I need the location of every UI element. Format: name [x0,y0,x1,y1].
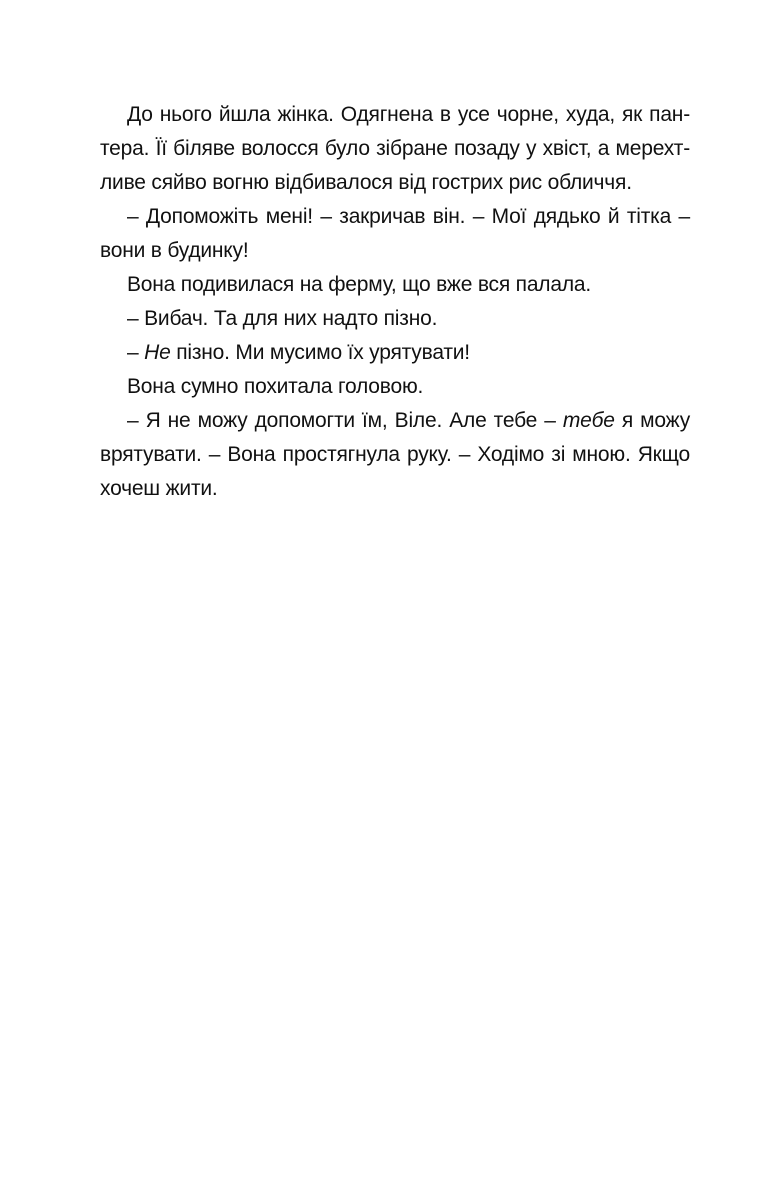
emphasis-text: тебе [562,409,615,432]
text-line [100,404,690,438]
paragraph-not-late [100,336,690,370]
text-line: – Допоможіть мені! – закричав він. – Мої дядько й тітка – [127,205,690,228]
text-fragment: я можу [614,409,690,432]
paragraph-looked-at-farm [100,268,690,302]
paragraph-shook-head [100,370,690,404]
text-line: вони в будинку! [100,239,249,262]
text-fragment: – Я не можу допомогти їм, Віле. Але тебе – [127,409,563,432]
text-line: – Вибач. Та для них надто пізно. [127,307,438,330]
text-fragment: – [127,341,145,364]
paragraph-come-with-me [100,404,690,506]
text-fragment: пізно. Ми мусимо їх урятувати! [170,341,470,364]
story-text [100,98,690,506]
text-line: До нього йшла жінка. Одягнена в усе чорне, худа, як пан- [127,103,690,126]
text-line: Вона подивилася на ферму, що вже вся палала. [127,273,591,296]
text-line: врятувати. – Вона простягнула руку. – Ходімо зі мною. Якщо [100,443,690,466]
text-line: ливе сяйво вогню відбивалося від гострих рис обличчя. [100,171,632,194]
paragraph-woman-approaching [100,98,690,200]
text-line: тера. Її біляве волосся було зібране позаду у хвіст, а мерехт- [100,137,690,160]
text-line [100,336,690,370]
paragraph-help-me [100,200,690,268]
text-line: Вона сумно похитала головою. [127,375,424,398]
text-line: хочеш жити. [100,477,218,500]
emphasis-text: Не [144,341,171,364]
paragraph-sorry [100,302,690,336]
